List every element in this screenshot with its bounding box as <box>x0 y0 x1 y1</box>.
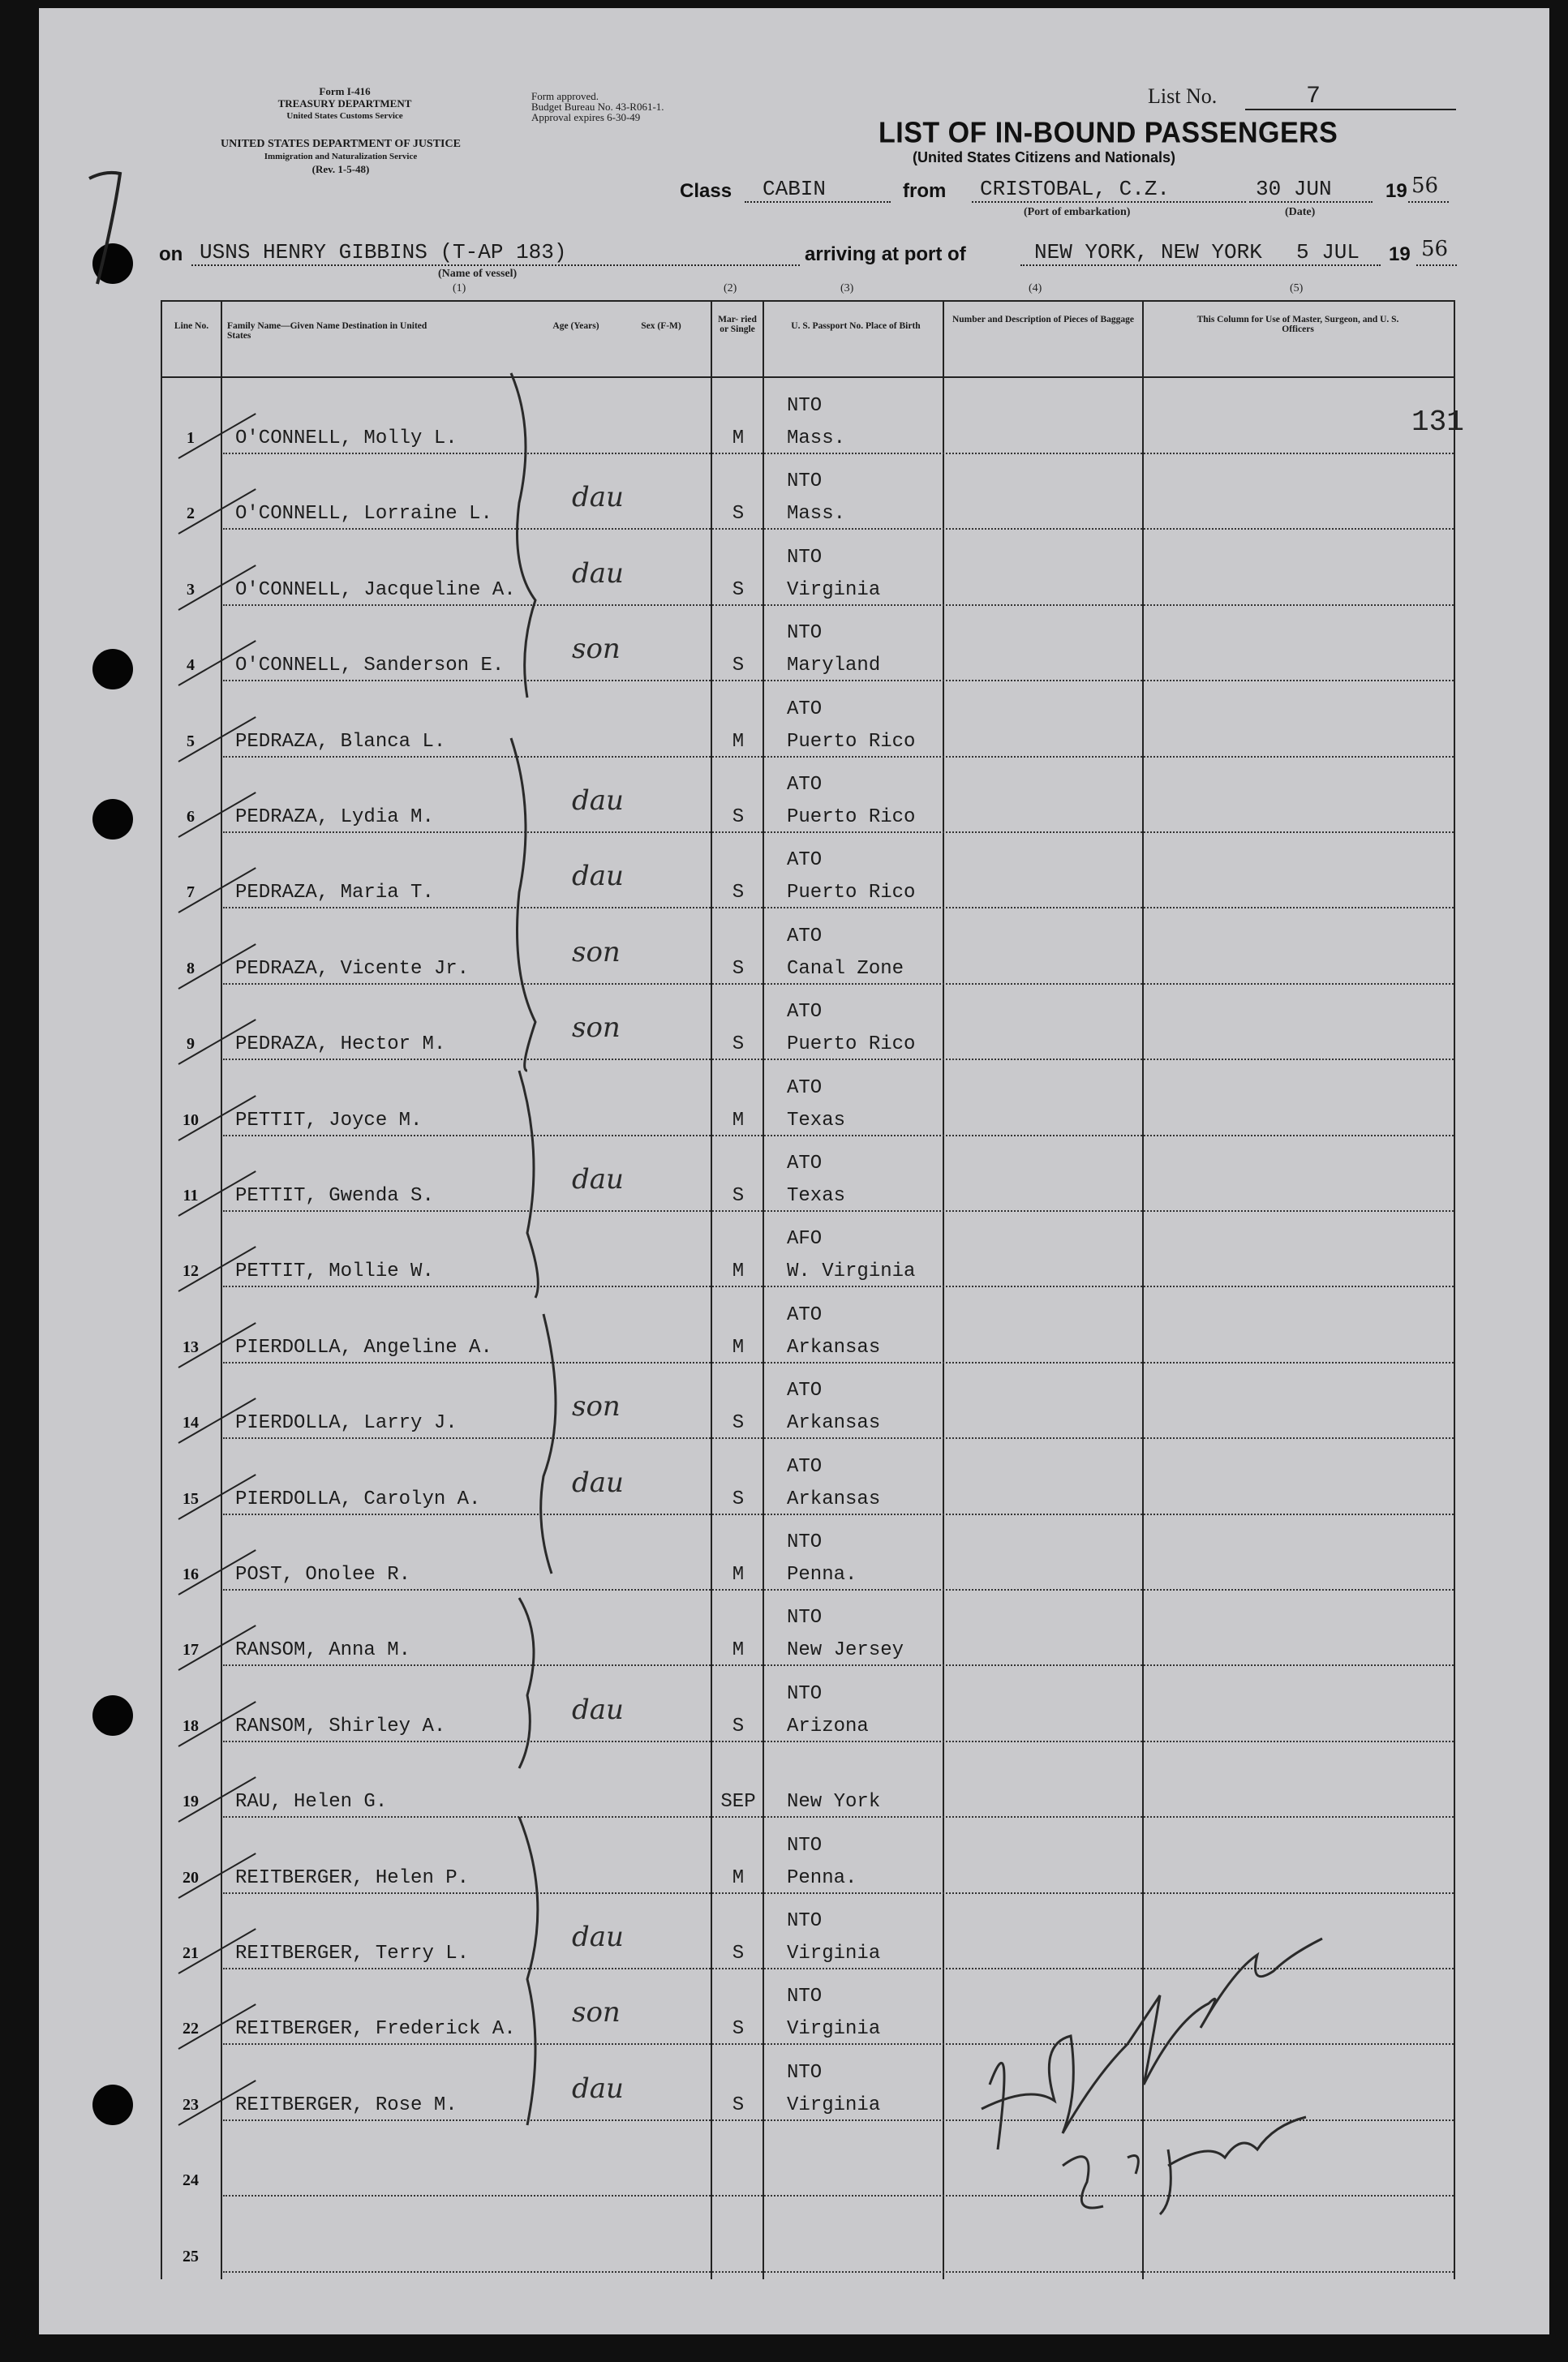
marital-status: SEP <box>720 1791 756 1814</box>
passenger-name: PETTIT, Mollie W. <box>235 1260 434 1283</box>
arrival-date: 5 JUL <box>1296 240 1360 264</box>
place-of-birth: Virginia <box>787 2094 881 2116</box>
form-approval-note <box>531 91 664 122</box>
passport-code: NTO <box>787 2061 823 2084</box>
line-number: 12 <box>183 1262 199 1281</box>
col-header-name: Family Name—Given Name Destination in United States <box>227 321 427 341</box>
table-row <box>162 681 1454 758</box>
line-number: 17 <box>183 1641 199 1660</box>
place-of-birth: Arkansas <box>787 1412 881 1435</box>
line-number: 14 <box>183 1414 199 1432</box>
line-number: 21 <box>183 1944 199 1962</box>
col-header-baggage: Number and Description of Pieces of Baggage <box>952 315 1134 324</box>
table-row <box>162 1514 1454 1591</box>
table-row <box>162 605 1454 681</box>
marital-status: S <box>732 578 745 601</box>
from-value: CRISTOBAL, C.Z. <box>980 177 1171 201</box>
line-number: 18 <box>183 1716 199 1735</box>
place-of-birth: Mass. <box>787 427 846 449</box>
place-of-birth: Penna. <box>787 1866 857 1889</box>
passport-code: NTO <box>787 470 823 493</box>
date-year-prefix: 19 <box>1385 180 1407 202</box>
column-number-2: (2) <box>724 282 737 294</box>
line-number: 16 <box>183 1565 199 1583</box>
list-no-underline <box>1245 109 1456 110</box>
line-number: 15 <box>183 1489 199 1508</box>
relationship-note: dau <box>572 481 624 514</box>
relationship-note: dau <box>572 556 624 590</box>
line-number: 19 <box>183 1793 199 1811</box>
passenger-name: PIERDOLLA, Carolyn A. <box>235 1488 481 1510</box>
passenger-name: REITBERGER, Frederick A. <box>235 2018 516 2041</box>
marital-status: M <box>732 1336 745 1359</box>
punch-hole <box>92 1695 133 1736</box>
vessel-caption: (Name of vessel) <box>438 268 518 280</box>
marital-status: S <box>732 2018 745 2041</box>
class-label: Class <box>680 180 732 202</box>
punch-hole <box>92 649 133 689</box>
place-of-birth: Maryland <box>787 655 881 677</box>
marital-status: M <box>732 1866 745 1889</box>
ins-service: Immigration and Naturalization Service <box>264 152 418 161</box>
table-row <box>162 757 1454 833</box>
col-header-sex: Sex (F-M) <box>641 321 681 331</box>
passport-code: NTO <box>787 1531 823 1553</box>
line-number: 22 <box>183 2020 199 2038</box>
list-no-value: 7 <box>1306 83 1321 110</box>
passport-code: NTO <box>787 1834 823 1857</box>
place-of-birth: Virginia <box>787 578 881 601</box>
punch-hole <box>92 799 133 840</box>
passenger-name: PEDRAZA, Hector M. <box>235 1033 446 1056</box>
marital-status: M <box>732 1260 745 1283</box>
line-number: 2 <box>187 505 195 523</box>
class-value: CABIN <box>763 177 827 201</box>
column-number-5: (5) <box>1290 282 1304 294</box>
arrival-year-prefix: 19 <box>1389 243 1411 265</box>
passport-code: NTO <box>787 1986 823 2008</box>
marital-status: S <box>732 1943 745 1965</box>
approval-line-1: Form approved. <box>531 90 599 102</box>
passenger-name: REITBERGER, Rose M. <box>235 2094 458 2116</box>
place-of-birth: Virginia <box>787 2018 881 2041</box>
col-header-passport: U. S. Passport No. Place of Birth <box>791 321 921 331</box>
table-row <box>162 1287 1454 1364</box>
marital-status: S <box>732 1412 745 1435</box>
line-number: 10 <box>183 1110 199 1129</box>
line-number: 5 <box>187 732 195 750</box>
table-row <box>162 908 1454 985</box>
passenger-name: RANSOM, Shirley A. <box>235 1715 446 1737</box>
from-label: from <box>903 180 947 202</box>
date-year-underline <box>1408 201 1449 203</box>
marital-status: S <box>732 1488 745 1510</box>
line-number: 13 <box>183 1338 199 1356</box>
place-of-birth: Arkansas <box>787 1336 881 1359</box>
passport-code: NTO <box>787 622 823 645</box>
approval-line-2: Budget Bureau No. 43-R061-1. <box>531 101 664 113</box>
passport-code: NTO <box>787 1682 823 1705</box>
passenger-name: RANSOM, Anna M. <box>235 1639 411 1662</box>
punch-hole <box>92 2085 133 2125</box>
col-header-officers: This Column for Use of Master, Surgeon, and U. S. Officers <box>1196 315 1399 334</box>
officer-number: 131 <box>1411 406 1464 439</box>
passenger-name: REITBERGER, Helen P. <box>235 1866 470 1889</box>
place-of-birth: Texas <box>787 1185 846 1207</box>
passport-code: ATO <box>787 925 823 947</box>
line-number: 20 <box>183 1868 199 1887</box>
line-number: 3 <box>187 580 195 599</box>
passenger-name: O'CONNELL, Jacqueline A. <box>235 578 516 601</box>
passenger-name: O'CONNELL, Lorraine L. <box>235 503 492 526</box>
date-value: 30 JUN <box>1256 177 1332 201</box>
place-of-birth: Puerto Rico <box>787 730 916 753</box>
line-number: 6 <box>187 808 195 826</box>
passenger-name: PEDRAZA, Lydia M. <box>235 806 434 828</box>
table-row <box>162 530 1454 606</box>
date-year: 56 <box>1411 174 1439 198</box>
approval-line-3: Approval expires 6-30-49 <box>531 111 641 123</box>
relationship-note: dau <box>572 860 624 893</box>
marital-status: M <box>732 1564 745 1586</box>
column-number-1: (1) <box>453 282 466 294</box>
arriving-label: arriving at port of <box>805 243 966 265</box>
row-rule <box>223 2271 1454 2273</box>
marital-status: S <box>732 503 745 526</box>
relationship-note: son <box>572 1390 621 1424</box>
col-header-line: Line No. <box>174 321 209 331</box>
list-no-label: List No. <box>1148 84 1218 108</box>
line-number: 23 <box>183 2095 199 2114</box>
relationship-note: son <box>572 935 621 968</box>
table-row <box>162 1666 1454 1742</box>
passenger-name: O'CONNELL, Sanderson E. <box>235 655 505 677</box>
margin-mark-seven <box>81 162 130 292</box>
passport-code: NTO <box>787 1910 823 1932</box>
place-of-birth: Canal Zone <box>787 957 904 980</box>
line-number: 1 <box>187 429 195 447</box>
marital-status: S <box>732 882 745 904</box>
passport-code: NTO <box>787 395 823 417</box>
table-row <box>162 984 1454 1060</box>
place-of-birth: Arizona <box>787 1715 869 1737</box>
relationship-note: son <box>572 633 621 666</box>
passenger-name: PETTIT, Joyce M. <box>235 1109 423 1132</box>
place-of-birth: Puerto Rico <box>787 1033 916 1056</box>
marital-status: M <box>732 730 745 753</box>
vessel-underline <box>191 264 800 266</box>
marital-status: M <box>732 1639 745 1662</box>
passenger-name: PEDRAZA, Maria T. <box>235 882 434 904</box>
relationship-note: son <box>572 1996 621 2029</box>
relationship-note: dau <box>572 1693 624 1726</box>
table-row <box>162 1590 1454 1666</box>
passport-code: ATO <box>787 1076 823 1099</box>
arrival-year-underline <box>1416 264 1457 266</box>
col-header-age: Age (Years) <box>552 321 599 331</box>
passport-code: ATO <box>787 698 823 720</box>
marital-status: S <box>732 1033 745 1056</box>
line-number: 4 <box>187 656 195 675</box>
passenger-name: PIERDOLLA, Angeline A. <box>235 1336 492 1359</box>
table-row <box>162 1741 1454 1818</box>
place-of-birth: W. Virginia <box>787 1260 916 1283</box>
treasury-dept: TREASURY DEPARTMENT <box>277 97 412 110</box>
passenger-name: PEDRAZA, Blanca L. <box>235 730 446 753</box>
line-number: 24 <box>183 2171 199 2190</box>
from-underline <box>972 201 1246 203</box>
marital-status: S <box>732 1185 745 1207</box>
table-row <box>162 378 1454 454</box>
class-underline <box>745 201 891 203</box>
passport-code: ATO <box>787 1153 823 1175</box>
date-caption: (Date) <box>1285 206 1316 218</box>
relationship-note: dau <box>572 1466 624 1499</box>
marital-status: M <box>732 427 745 449</box>
arrival-year: 56 <box>1421 237 1449 261</box>
marital-status: S <box>732 806 745 828</box>
line-number: 9 <box>187 1035 195 1054</box>
table-row <box>162 1136 1454 1212</box>
place-of-birth: Puerto Rico <box>787 806 916 828</box>
form-revision: (Rev. 1-5-48) <box>311 163 370 175</box>
line-number: 25 <box>183 2247 199 2265</box>
place-of-birth: Penna. <box>787 1564 857 1586</box>
customs-service: United States Customs Service <box>286 111 403 121</box>
passport-code: NTO <box>787 546 823 569</box>
port-caption: (Port of embarkation) <box>1024 206 1131 218</box>
line-number: 7 <box>187 883 195 902</box>
officer-signature <box>965 1922 1338 2231</box>
place-of-birth: New Jersey <box>787 1639 904 1662</box>
page-subtitle: (United States Citizens and Nationals) <box>913 149 1176 165</box>
passport-code: NTO <box>787 1607 823 1630</box>
line-number: 8 <box>187 959 195 977</box>
passenger-name: RAU, Helen G. <box>235 1791 388 1814</box>
line-number: 11 <box>183 1187 199 1205</box>
marital-status: S <box>732 1715 745 1737</box>
form-id: Form I-416 <box>319 85 371 97</box>
arrival-port: NEW YORK, NEW YORK <box>1034 240 1262 264</box>
vessel-name: USNS HENRY GIBBINS (T-AP 183) <box>200 240 567 264</box>
marital-status: S <box>732 957 745 980</box>
passenger-name: PIERDOLLA, Larry J. <box>235 1412 458 1435</box>
passport-code: AFO <box>787 1228 823 1251</box>
place-of-birth: Puerto Rico <box>787 882 916 904</box>
col-header-married: Mar- ried or Single <box>718 315 757 334</box>
place-of-birth: Mass. <box>787 503 846 526</box>
date-underline <box>1249 201 1373 203</box>
table-row <box>162 1211 1454 1287</box>
passport-code: ATO <box>787 849 823 872</box>
column-number-3: (3) <box>840 282 854 294</box>
passport-code: ATO <box>787 774 823 796</box>
relationship-note: dau <box>572 1921 624 1953</box>
column-number-4: (4) <box>1029 282 1042 294</box>
table-row <box>162 1363 1454 1439</box>
place-of-birth: Texas <box>787 1109 846 1132</box>
relationship-note: dau <box>572 2072 624 2105</box>
relationship-note: dau <box>572 784 624 817</box>
place-of-birth: Arkansas <box>787 1488 881 1510</box>
marital-status: S <box>732 2094 745 2116</box>
arrival-underline <box>1020 264 1381 266</box>
passenger-name: PEDRAZA, Vicente Jr. <box>235 957 470 980</box>
page-title: LIST OF IN-BOUND PASSENGERS <box>879 117 1338 149</box>
passenger-name: O'CONNELL, Molly L. <box>235 427 458 449</box>
table-row <box>162 1060 1454 1136</box>
marital-status: M <box>732 1109 745 1132</box>
passport-code: ATO <box>787 1455 823 1478</box>
place-of-birth: New York <box>787 1791 881 1814</box>
passenger-name: POST, Onolee R. <box>235 1564 411 1586</box>
table-row <box>162 453 1454 530</box>
passenger-name: PETTIT, Gwenda S. <box>235 1185 434 1207</box>
family-bracket-marks <box>487 357 584 2206</box>
passport-code: ATO <box>787 1380 823 1402</box>
on-label: on <box>159 243 183 265</box>
passport-code: ATO <box>787 1303 823 1326</box>
justice-dept: UNITED STATES DEPARTMENT OF JUSTICE <box>221 138 461 150</box>
place-of-birth: Virginia <box>787 1943 881 1965</box>
passenger-name: REITBERGER, Terry L. <box>235 1943 470 1965</box>
relationship-note: dau <box>572 1163 624 1196</box>
passport-code: ATO <box>787 1001 823 1024</box>
table-row <box>162 832 1454 908</box>
table-row <box>162 1818 1454 1894</box>
relationship-note: son <box>572 1011 621 1045</box>
table-row <box>162 1439 1454 1515</box>
marital-status: S <box>732 655 745 677</box>
